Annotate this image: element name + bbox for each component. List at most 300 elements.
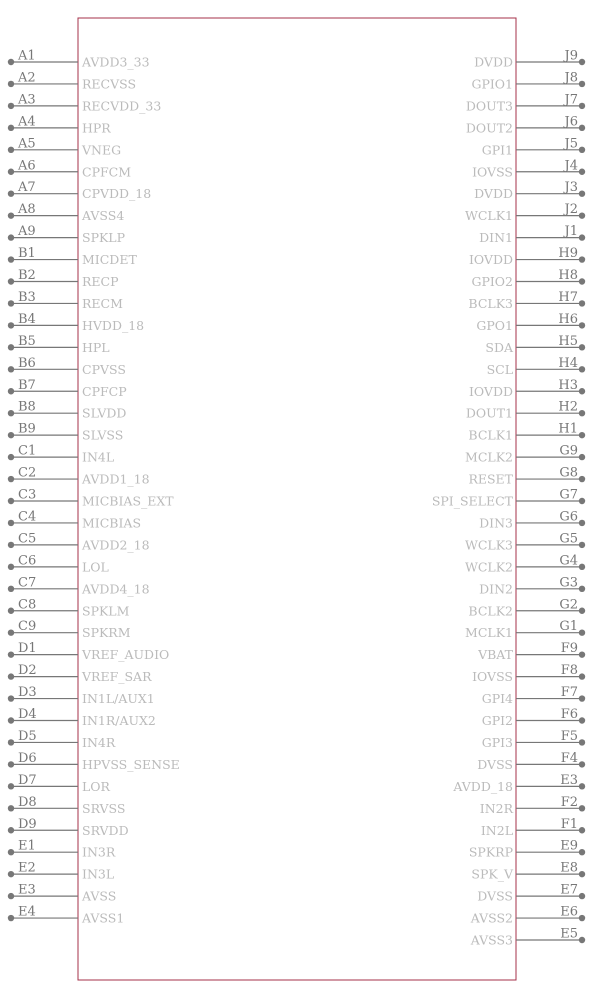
pin-name: DVSS xyxy=(477,756,513,772)
pin-terminal-dot xyxy=(579,300,585,306)
pin-number: F8 xyxy=(560,663,578,679)
pin-terminal-dot xyxy=(8,695,14,701)
pin-number: J8 xyxy=(564,70,578,86)
pin-number: E9 xyxy=(560,838,578,854)
pin-terminal-dot xyxy=(8,212,14,218)
pin-left-A7 xyxy=(8,180,151,201)
pin-terminal-dot xyxy=(579,125,585,131)
pin-number: B4 xyxy=(18,311,36,327)
pin-name: HPL xyxy=(82,339,110,355)
pin-terminal-dot xyxy=(8,717,14,723)
pin-number: A6 xyxy=(18,158,36,174)
pin-terminal-dot xyxy=(579,498,585,504)
pin-number: C2 xyxy=(18,465,37,481)
pin-terminal-dot xyxy=(579,81,585,87)
pin-terminal-dot xyxy=(579,586,585,592)
pin-terminal-dot xyxy=(8,564,14,570)
pin-left-D3 xyxy=(8,685,155,706)
pin-left-C5 xyxy=(8,531,150,552)
pin-left-B9 xyxy=(8,422,124,443)
pin-left-E2 xyxy=(8,861,114,882)
pin-name: DVSS xyxy=(477,888,513,904)
pin-name: SPKRP xyxy=(468,844,513,860)
pin-name: MICDET xyxy=(82,252,137,268)
pin-name: AVDD1_18 xyxy=(82,471,150,487)
pin-right-F4 xyxy=(477,751,585,772)
pin-name: MCLK2 xyxy=(465,449,513,465)
pin-name: GPO1 xyxy=(476,317,513,333)
pin-name: IOVDD xyxy=(468,383,513,399)
pin-name: CPVDD_18 xyxy=(82,186,152,202)
pin-terminal-dot xyxy=(579,191,585,197)
pin-terminal-dot xyxy=(8,783,14,789)
pin-terminal-dot xyxy=(579,366,585,372)
pin-terminal-dot xyxy=(8,147,14,153)
pin-terminal-dot xyxy=(579,564,585,570)
pin-right-H6 xyxy=(476,312,585,333)
pin-terminal-dot xyxy=(579,256,585,262)
pin-right-J8 xyxy=(471,70,585,91)
pin-name: HPR xyxy=(82,120,111,136)
pin-number: F5 xyxy=(560,728,578,744)
pin-name: AVDD2_18 xyxy=(82,537,150,553)
pin-right-F2 xyxy=(480,795,585,816)
pin-left-D9 xyxy=(8,817,129,838)
pin-name: SLVDD xyxy=(82,405,127,421)
pin-left-A3 xyxy=(8,92,162,113)
pin-left-D7 xyxy=(8,773,111,794)
pin-right-G8 xyxy=(468,466,585,487)
pin-terminal-dot xyxy=(579,739,585,745)
pin-name: CPFCM xyxy=(82,164,132,180)
pin-name: HVDD_18 xyxy=(82,317,145,333)
pin-number: D4 xyxy=(18,707,37,722)
pin-terminal-dot xyxy=(8,630,14,636)
pin-name: GPIO1 xyxy=(471,76,513,92)
pin-left-C7 xyxy=(8,575,150,596)
pin-name: AVSS3 xyxy=(470,932,513,948)
pin-number: A8 xyxy=(18,202,36,218)
pin-name: RECP xyxy=(82,274,119,289)
pin-right-G2 xyxy=(468,597,585,618)
pin-left-A6 xyxy=(8,158,131,179)
pin-terminal-dot xyxy=(579,717,585,723)
pin-name: DOUT3 xyxy=(465,98,513,114)
pin-number: F4 xyxy=(560,750,578,766)
pin-terminal-dot xyxy=(8,169,14,175)
pin-terminal-dot xyxy=(579,783,585,789)
pin-number: A3 xyxy=(18,92,36,108)
pin-left-C4 xyxy=(8,509,141,530)
pin-number: J3 xyxy=(564,180,578,196)
pin-terminal-dot xyxy=(8,893,14,899)
pin-name: RECVSS xyxy=(82,76,137,92)
pin-terminal-dot xyxy=(8,191,14,197)
pin-name: GPI4 xyxy=(481,691,513,707)
pin-name: SLVSS xyxy=(82,427,124,443)
pin-terminal-dot xyxy=(579,278,585,284)
pin-name: IN1L/AUX1 xyxy=(82,691,155,707)
pin-right-H2 xyxy=(466,400,585,421)
pin-name: AVSS4 xyxy=(82,208,125,224)
pin-name: VBAT xyxy=(478,647,513,663)
pin-right-H5 xyxy=(485,334,585,355)
left-pin-column xyxy=(8,49,180,926)
pin-left-B1 xyxy=(8,246,138,267)
pin-left-B6 xyxy=(8,356,126,377)
pin-name: IN3L xyxy=(82,866,115,882)
pin-name: AVDD4_18 xyxy=(82,581,150,597)
pin-terminal-dot xyxy=(8,849,14,855)
pin-name: WCLK1 xyxy=(464,208,513,224)
pin-terminal-dot xyxy=(579,849,585,855)
pin-name: GPIO2 xyxy=(471,274,513,289)
pin-name: DVDD xyxy=(474,54,513,70)
pin-left-C9 xyxy=(8,619,131,640)
pin-number: C5 xyxy=(18,531,37,547)
pin-terminal-dot xyxy=(579,59,585,65)
pin-name: RECVDD_33 xyxy=(82,98,162,114)
pin-left-C8 xyxy=(8,597,130,618)
pin-right-J3 xyxy=(474,180,585,201)
pin-terminal-dot xyxy=(8,498,14,504)
pin-number: C9 xyxy=(18,619,37,635)
pin-name: BCLK1 xyxy=(468,427,513,443)
pin-number: E8 xyxy=(560,860,578,876)
pin-terminal-dot xyxy=(8,827,14,833)
pin-name: VREF_SAR xyxy=(82,669,152,685)
pin-terminal-dot xyxy=(8,125,14,131)
pin-left-A4 xyxy=(8,114,112,135)
pin-terminal-dot xyxy=(8,410,14,416)
pin-left-D5 xyxy=(8,729,116,750)
pin-right-H1 xyxy=(468,422,585,443)
pin-number: J6 xyxy=(564,114,578,130)
pin-right-J5 xyxy=(482,136,585,157)
pin-terminal-dot xyxy=(579,410,585,416)
pin-number: B9 xyxy=(18,421,36,437)
pin-right-G9 xyxy=(465,444,585,465)
pin-name: BCLK2 xyxy=(468,603,513,619)
pin-left-A8 xyxy=(8,202,125,223)
pin-name: RESET xyxy=(468,471,513,487)
pin-left-D8 xyxy=(8,795,126,816)
pin-name: RECM xyxy=(82,295,123,311)
pin-name: VREF_AUDIO xyxy=(82,647,170,663)
pin-right-F1 xyxy=(481,817,585,838)
pin-name: GPI2 xyxy=(481,713,513,728)
pin-terminal-dot xyxy=(8,322,14,328)
pin-number: E2 xyxy=(18,860,36,876)
pin-right-E6 xyxy=(470,905,585,926)
pin-name: SRVDD xyxy=(82,822,129,838)
pin-left-C3 xyxy=(8,488,174,509)
pin-number: E3 xyxy=(18,882,36,898)
pin-name: IOVSS xyxy=(472,164,513,180)
pin-terminal-dot xyxy=(579,915,585,921)
pin-left-A5 xyxy=(8,136,121,157)
pin-terminal-dot xyxy=(8,761,14,767)
pin-number: G3 xyxy=(559,575,578,591)
pin-number: G4 xyxy=(559,553,578,569)
pin-name: LOL xyxy=(82,559,109,575)
pin-number: H8 xyxy=(558,268,578,283)
pin-terminal-dot xyxy=(8,454,14,460)
pin-terminal-dot xyxy=(579,432,585,438)
pin-right-F5 xyxy=(482,729,585,750)
pin-terminal-dot xyxy=(579,630,585,636)
pin-terminal-dot xyxy=(579,673,585,679)
pin-number: C6 xyxy=(18,553,37,569)
pin-number: C8 xyxy=(18,597,37,613)
pin-number: E6 xyxy=(560,904,578,920)
pin-number: H7 xyxy=(558,289,578,305)
pin-terminal-dot xyxy=(579,893,585,899)
pin-right-G3 xyxy=(479,575,585,596)
pin-name: MICBIAS_EXT xyxy=(82,493,174,509)
pin-name: CPFCP xyxy=(82,383,127,399)
pin-left-B8 xyxy=(8,400,127,421)
pin-name: DIN2 xyxy=(479,581,513,597)
pin-left-B3 xyxy=(8,290,123,311)
pin-number: A7 xyxy=(18,180,36,196)
pin-left-A2 xyxy=(8,70,136,91)
pin-left-D2 xyxy=(8,663,152,684)
pin-number: D5 xyxy=(18,728,37,744)
pin-number: F7 xyxy=(560,685,578,701)
pin-number: J9 xyxy=(564,48,578,64)
pin-right-E3 xyxy=(452,773,585,794)
pin-number: E4 xyxy=(18,904,36,920)
pin-terminal-dot xyxy=(579,651,585,657)
pin-name: AVSS2 xyxy=(470,910,513,926)
pin-terminal-dot xyxy=(8,278,14,284)
pin-number: F1 xyxy=(560,816,578,832)
pin-terminal-dot xyxy=(8,300,14,306)
pin-number: B3 xyxy=(18,289,36,305)
pin-terminal-dot xyxy=(8,586,14,592)
pin-left-B2 xyxy=(8,268,119,289)
pin-name: WCLK2 xyxy=(464,559,513,575)
pin-name: MCLK1 xyxy=(465,625,513,641)
pin-terminal-dot xyxy=(579,103,585,109)
pin-number: G8 xyxy=(559,465,578,481)
pin-name: AVDD3_33 xyxy=(82,54,150,70)
pin-left-D4 xyxy=(8,707,156,728)
pin-terminal-dot xyxy=(579,608,585,614)
pin-right-F9 xyxy=(477,641,585,662)
pin-name: BCLK3 xyxy=(468,295,513,311)
pin-name: HPVSS_SENSE xyxy=(82,756,180,772)
pin-terminal-dot xyxy=(579,454,585,460)
pin-terminal-dot xyxy=(579,542,585,548)
pin-name: SPI_SELECT xyxy=(431,493,513,509)
pin-terminal-dot xyxy=(579,212,585,218)
pin-number: D6 xyxy=(18,750,37,766)
pin-right-J2 xyxy=(465,202,585,223)
pin-number: A9 xyxy=(18,224,36,240)
pin-right-G6 xyxy=(479,509,585,530)
pin-number: C3 xyxy=(18,487,37,503)
pin-name: SPKLP xyxy=(82,230,126,246)
pin-name: MICBIAS xyxy=(82,515,142,531)
pin-number: J1 xyxy=(564,224,578,240)
pin-right-E7 xyxy=(477,883,585,904)
pin-terminal-dot xyxy=(8,234,14,240)
pin-left-C2 xyxy=(8,466,150,487)
pin-name: SCL xyxy=(486,361,513,377)
pin-terminal-dot xyxy=(8,739,14,745)
pin-terminal-dot xyxy=(8,805,14,811)
pin-number: F2 xyxy=(560,794,578,810)
pin-terminal-dot xyxy=(8,871,14,877)
pin-number: G7 xyxy=(559,487,578,503)
pin-terminal-dot xyxy=(579,937,585,943)
pin-right-F6 xyxy=(482,707,585,728)
pin-name: IOVSS xyxy=(472,669,513,685)
pin-number: G2 xyxy=(559,597,578,613)
pin-name: IN4L xyxy=(82,449,115,465)
pin-right-J1 xyxy=(479,224,585,245)
pin-terminal-dot xyxy=(579,169,585,175)
pin-terminal-dot xyxy=(8,344,14,350)
pin-number: E1 xyxy=(18,838,36,854)
pin-number: D1 xyxy=(18,641,37,657)
pin-right-J7 xyxy=(466,92,585,113)
pin-number: F9 xyxy=(560,641,578,657)
pin-left-E4 xyxy=(8,905,124,926)
pin-terminal-dot xyxy=(8,103,14,109)
pin-right-G5 xyxy=(465,531,585,552)
pin-number: D8 xyxy=(18,794,37,810)
pin-left-E3 xyxy=(8,883,117,904)
pin-terminal-dot xyxy=(8,256,14,262)
pin-terminal-dot xyxy=(579,695,585,701)
pin-right-H3 xyxy=(469,378,585,399)
pin-terminal-dot xyxy=(8,608,14,614)
pin-number: A1 xyxy=(18,48,36,64)
pin-number: J4 xyxy=(564,158,578,174)
pin-name: SPK_V xyxy=(471,866,513,882)
pin-name: IOVDD xyxy=(468,252,513,268)
pin-terminal-dot xyxy=(8,366,14,372)
pin-number: C4 xyxy=(18,509,37,525)
pin-number: E5 xyxy=(560,926,578,942)
pin-left-D1 xyxy=(8,641,169,662)
pin-number: A2 xyxy=(18,70,36,86)
pin-number: B2 xyxy=(18,268,36,283)
pin-number: B1 xyxy=(18,246,36,262)
pin-left-C6 xyxy=(8,553,109,574)
pin-number: G5 xyxy=(559,531,578,547)
pin-terminal-dot xyxy=(579,344,585,350)
pin-right-H9 xyxy=(469,246,585,267)
pin-number: A5 xyxy=(18,136,36,152)
pin-right-J4 xyxy=(472,158,585,179)
pin-number: E7 xyxy=(560,882,578,898)
pin-left-E1 xyxy=(8,839,116,860)
pin-number: F6 xyxy=(560,707,578,722)
pin-terminal-dot xyxy=(8,81,14,87)
pin-terminal-dot xyxy=(8,520,14,526)
pin-number: J5 xyxy=(564,136,578,152)
pin-name: SDA xyxy=(485,339,513,355)
pin-name: LOR xyxy=(82,778,110,794)
pin-number: G6 xyxy=(559,509,578,525)
pin-terminal-dot xyxy=(8,651,14,657)
pin-right-F8 xyxy=(472,663,585,684)
pin-right-E5 xyxy=(470,927,585,948)
pin-name: WCLK3 xyxy=(464,537,513,553)
pin-right-F7 xyxy=(482,685,585,706)
pin-right-H4 xyxy=(487,356,586,377)
pin-number: G9 xyxy=(559,443,578,459)
pin-terminal-dot xyxy=(8,432,14,438)
pin-number: H3 xyxy=(558,377,578,393)
pin-terminal-dot xyxy=(579,234,585,240)
pin-left-A9 xyxy=(8,224,125,245)
pin-number: H4 xyxy=(558,355,578,371)
pin-name: IN2L xyxy=(480,822,513,838)
pin-terminal-dot xyxy=(579,322,585,328)
pin-number: G1 xyxy=(559,619,578,635)
pin-number: B5 xyxy=(18,333,36,349)
pin-terminal-dot xyxy=(8,388,14,394)
pin-number: A4 xyxy=(18,114,36,130)
pin-terminal-dot xyxy=(579,147,585,153)
pin-right-H7 xyxy=(468,290,585,311)
pin-name: AVDD_18 xyxy=(453,778,513,794)
pin-name: DOUT1 xyxy=(465,405,513,421)
pin-number: C7 xyxy=(18,575,37,591)
right-pin-column xyxy=(432,49,585,948)
pin-right-J9 xyxy=(474,49,585,70)
pin-name: CPVSS xyxy=(82,361,126,377)
pin-left-B7 xyxy=(8,378,127,399)
pin-number: H9 xyxy=(558,246,578,262)
pin-terminal-dot xyxy=(579,520,585,526)
pin-number: D7 xyxy=(18,772,37,788)
pin-terminal-dot xyxy=(579,827,585,833)
pin-name: DIN3 xyxy=(479,515,513,531)
pin-number: J7 xyxy=(564,92,578,108)
pin-number: H2 xyxy=(558,399,578,415)
pin-number: B7 xyxy=(18,377,36,393)
pin-terminal-dot xyxy=(579,871,585,877)
pin-name: GPI1 xyxy=(481,142,513,158)
pin-name: IN3R xyxy=(82,844,116,860)
pin-number: H6 xyxy=(558,311,578,327)
pin-right-E9 xyxy=(469,839,585,860)
pin-terminal-dot xyxy=(579,761,585,767)
pin-terminal-dot xyxy=(579,805,585,811)
pin-left-A1 xyxy=(8,49,150,70)
pin-left-B4 xyxy=(8,312,144,333)
pin-number: E3 xyxy=(560,772,578,788)
pin-number: B6 xyxy=(18,355,36,371)
pin-name: IN1R/AUX2 xyxy=(82,713,156,728)
pin-name: SPKLM xyxy=(82,603,130,619)
pin-name: DOUT2 xyxy=(465,120,513,136)
pin-name: AVSS xyxy=(82,888,117,904)
pin-name: GPI3 xyxy=(481,734,513,750)
pin-name: VNEG xyxy=(82,142,122,158)
pin-left-B5 xyxy=(8,334,110,355)
pin-number: C1 xyxy=(18,443,37,459)
pin-terminal-dot xyxy=(8,59,14,65)
pin-terminal-dot xyxy=(8,542,14,548)
pin-name: DIN1 xyxy=(479,230,513,246)
